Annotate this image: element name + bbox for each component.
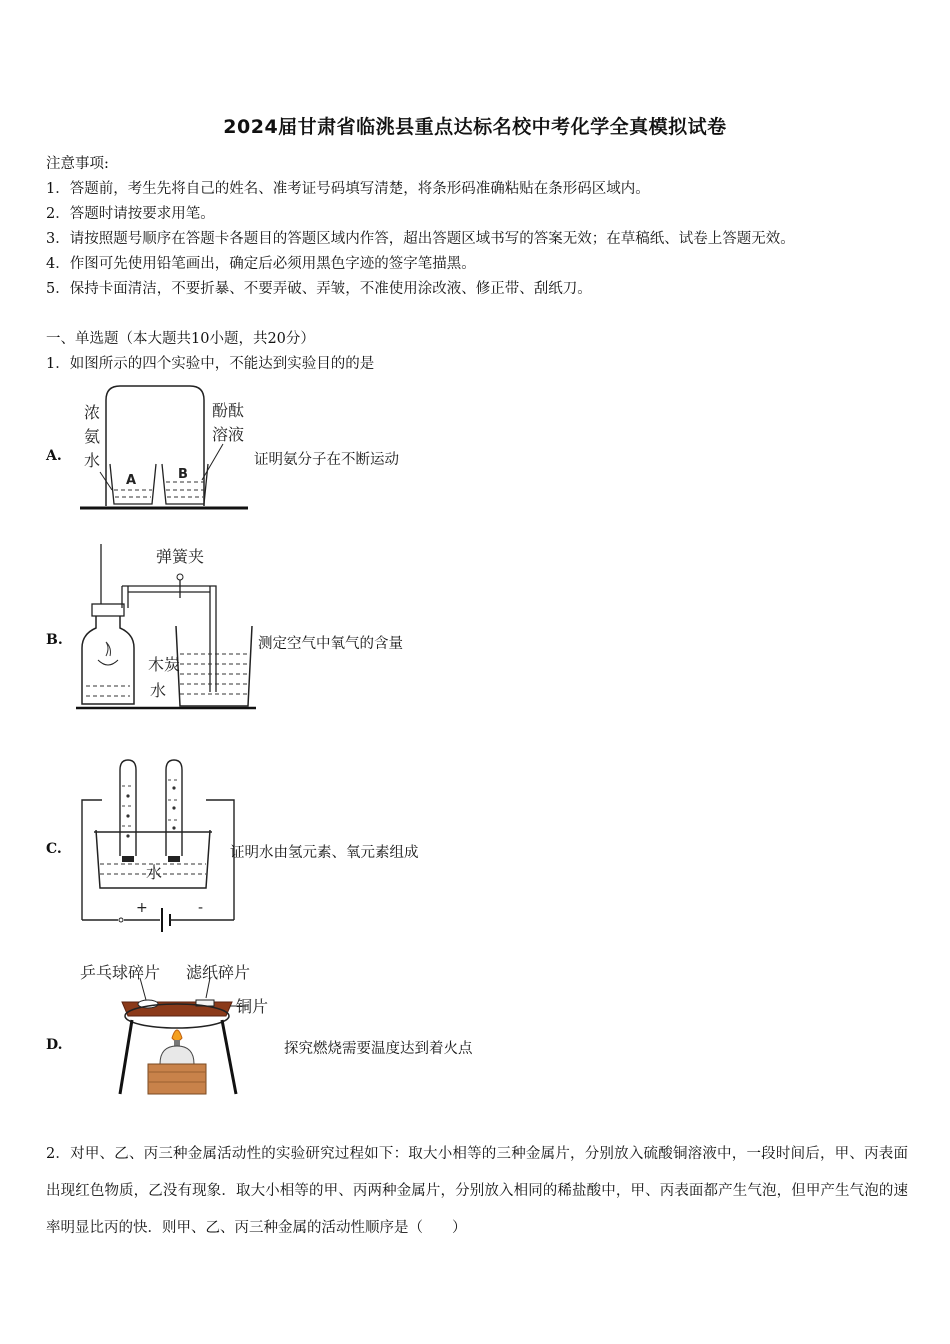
fig-c-label-minus: - bbox=[198, 900, 204, 916]
fig-d-label-copper: 铜片 bbox=[236, 997, 269, 1016]
section-heading: 一、单选题（本大题共10小题，共20分） bbox=[46, 331, 315, 347]
fig-a-beaker-a: A bbox=[126, 473, 137, 488]
notice-heading: 注意事项: bbox=[46, 156, 109, 172]
fig-a-label-phenol: 酚酞 bbox=[212, 401, 245, 420]
fig-b-label-water: 水 bbox=[150, 681, 167, 700]
notice-item-2: 2．答题时请按要求用笔。 bbox=[46, 206, 215, 222]
fig-c-label-plus: + bbox=[136, 900, 148, 916]
question-2-stem: 2．对甲、乙、丙三种金属活动性的实验研究过程如下：取大小相等的三种金属片，分别放入硫酸铜溶液中，一段时间后，甲、丙表面出现红色物质，乙没有现象．取大小相等的甲、丙两种金属片，分别放入相同的稀盐酸中，甲、丙表面都产生气泡，但甲产生气泡的速率明显比丙的快．则甲、乙、丙三种金属的活动性顺序是（ ） bbox=[46, 1146, 908, 1236]
fig-b-label-clamp: 弹簧夹 bbox=[156, 547, 205, 566]
fig-a-label-shui: 水 bbox=[84, 451, 101, 470]
notice-item-3: 3．请按照题号顺序在答题卡各题目的答题区域内作答，超出答题区域书写的答案无效；在草稿纸、试卷上答题无效。 bbox=[46, 231, 795, 247]
fig-d-label-filterpaper: 滤纸碎片 bbox=[186, 963, 251, 982]
fig-a-label-solution: 溶液 bbox=[212, 425, 245, 444]
option-d-label: D. bbox=[46, 1037, 63, 1053]
fig-c-label-water: 水 bbox=[146, 863, 163, 882]
fig-b-label-charcoal: 木炭 bbox=[148, 655, 181, 674]
question-1-stem: 1．如图所示的四个实验中，不能达到实验目的的是 bbox=[46, 356, 375, 372]
notice-item-1: 1．答题前，考生先将自己的姓名、准考证号码填写清楚，将条形码准确粘贴在条形码区域内。 bbox=[46, 181, 650, 197]
option-d-desc: 探究燃烧需要温度达到着火点 bbox=[284, 1041, 473, 1057]
notice-item-5: 5．保持卡面清洁，不要折暴、不要弄破、弄皱，不准使用涂改液、修正带、刮纸刀。 bbox=[46, 281, 592, 297]
combustion-figure bbox=[80, 960, 280, 1100]
fig-a-beaker-b: B bbox=[178, 467, 188, 482]
fig-a-label-nong: 浓 bbox=[84, 403, 101, 422]
electrolysis-figure bbox=[78, 756, 238, 936]
fig-a-label-an: 氨 bbox=[84, 427, 101, 446]
notice-item-4: 4．作图可先使用铅笔画出，确定后必须用黑色字迹的签字笔描黑。 bbox=[46, 256, 476, 272]
option-a-label: A. bbox=[46, 448, 62, 464]
fig-d-label-pingpong: 乒乓球碎片 bbox=[80, 963, 161, 982]
option-c-desc: 证明水由氢元素、氧元素组成 bbox=[230, 845, 419, 861]
option-a-desc: 证明氨分子在不断运动 bbox=[254, 452, 399, 468]
ammonia-diffusion-figure bbox=[78, 382, 253, 514]
option-b-label: B. bbox=[46, 632, 63, 648]
option-b-desc: 测定空气中氧气的含量 bbox=[258, 636, 403, 652]
page-title: 2024届甘肃省临洮县重点达标名校中考化学全真模拟试卷 bbox=[223, 116, 727, 138]
oxygen-content-figure bbox=[76, 544, 261, 712]
option-c-label: C. bbox=[46, 841, 62, 857]
